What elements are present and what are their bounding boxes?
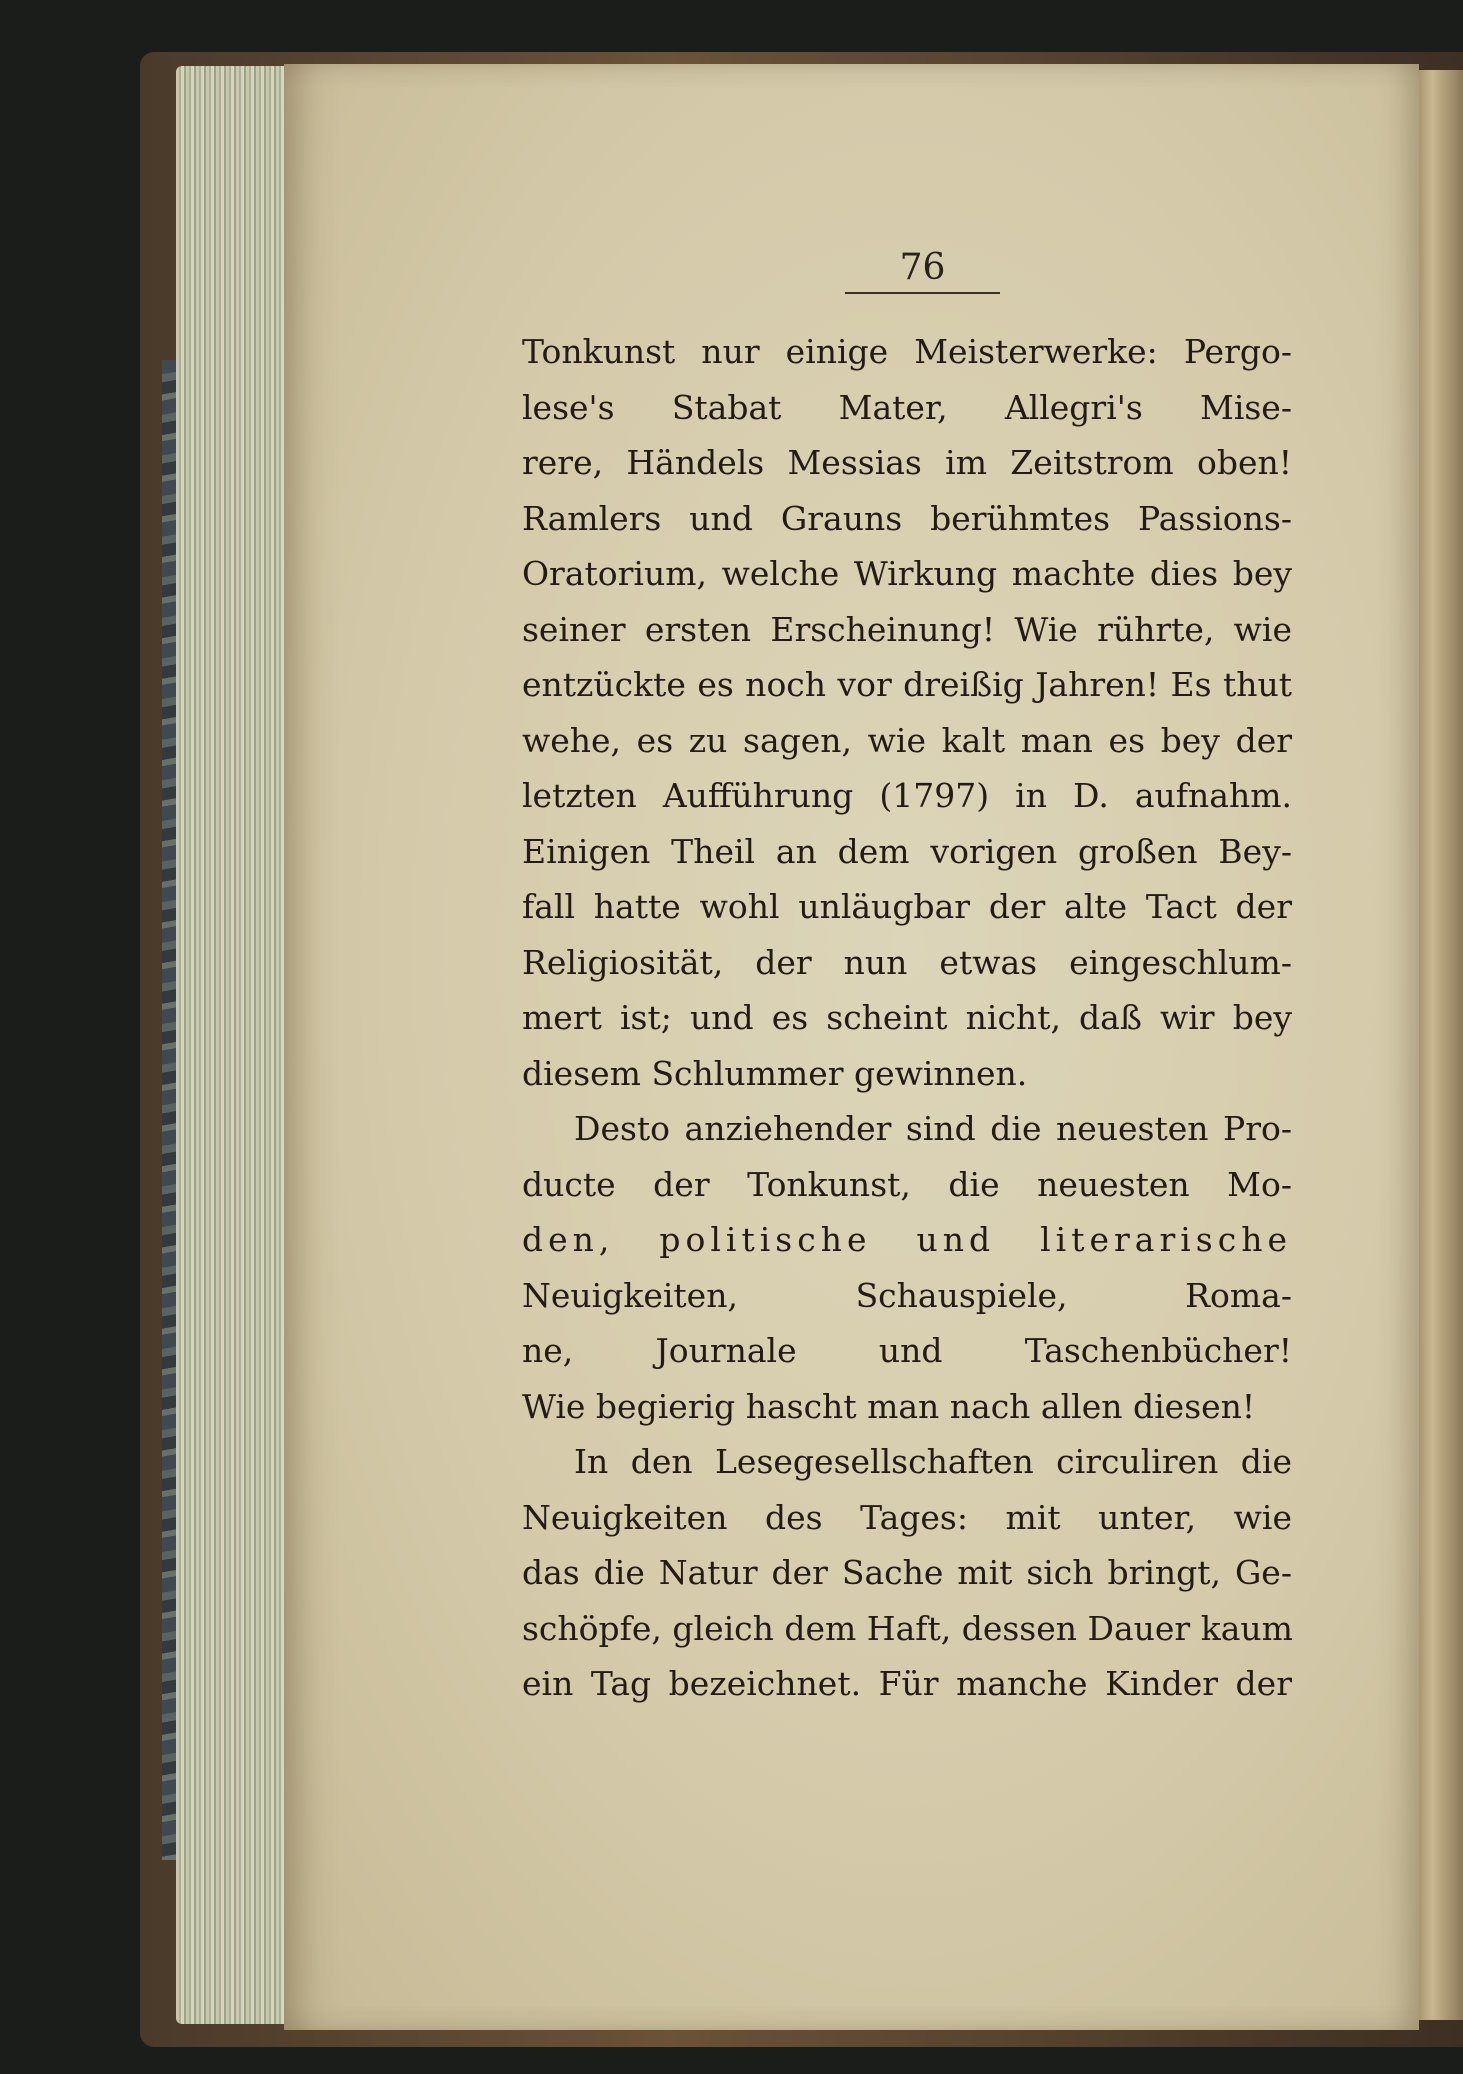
text-line: Neuigkeiten, Schauspiele, Roma-	[522, 1275, 1292, 1315]
text-line: rere, Händels Messias im Zeitstrom oben!	[522, 443, 1292, 482]
text-line: letzten Aufführung (1797) in D. aufnahm.	[522, 776, 1292, 815]
text-line: Wie begierig hascht man nach allen diesen!	[522, 1386, 1256, 1426]
text-line: diesem Schlummer gewinnen.	[522, 1053, 1028, 1093]
text-line: In den Lesegesellschaften circuliren die	[574, 1442, 1292, 1481]
facing-page-edge	[1419, 70, 1463, 2020]
text-line: Tonkunst nur einige Meisterwerke: Pergo-	[522, 332, 1292, 371]
text-line: Religiosität, der nun etwas eingeschlum-	[522, 942, 1292, 982]
page-text	[522, 324, 1292, 1712]
text-line: lese's Stabat Mater, Allegri's Mise-	[522, 387, 1292, 427]
text-line: seiner ersten Erscheinung! Wie rührte, wie	[522, 609, 1292, 649]
text-line: fall hatte wohl unläugbar der alte Tact der	[522, 887, 1292, 926]
text-line: ducte der Tonkunst, die neuesten Mo-	[522, 1164, 1292, 1204]
text-line: ein Tag bezeichnet. Für manche Kinder der	[522, 1664, 1292, 1703]
text-line: Ramlers und Grauns berühmtes Passions-	[522, 498, 1292, 538]
text-line: entzückte es noch vor dreißig Jahren! Es thut	[522, 665, 1292, 704]
page-edges	[176, 66, 288, 2024]
text-line: den, politische und literarische	[522, 1220, 1292, 1259]
text-line: schöpfe, gleich dem Haft, dessen Dauer kaum	[522, 1608, 1293, 1648]
text-line: Oratorium, welche Wirkung machte dies bey	[522, 554, 1292, 593]
text-line: Einigen Theil an dem vorigen großen Bey-	[522, 831, 1292, 871]
text-line: das die Natur der Sache mit sich bringt, Ge-	[522, 1553, 1292, 1592]
text-line: Desto anziehender sind die neuesten Pro-	[574, 1109, 1292, 1148]
page-number: 76	[845, 246, 1000, 294]
text-line: Neuigkeiten des Tages: mit unter, wie	[522, 1497, 1292, 1537]
text-line: ne, Journale und Taschenbücher!	[522, 1331, 1292, 1370]
text-line: wehe, es zu sagen, wie kalt man es bey der	[522, 720, 1292, 760]
text-line: mert ist; und es scheint nicht, daß wir bey	[522, 998, 1292, 1037]
